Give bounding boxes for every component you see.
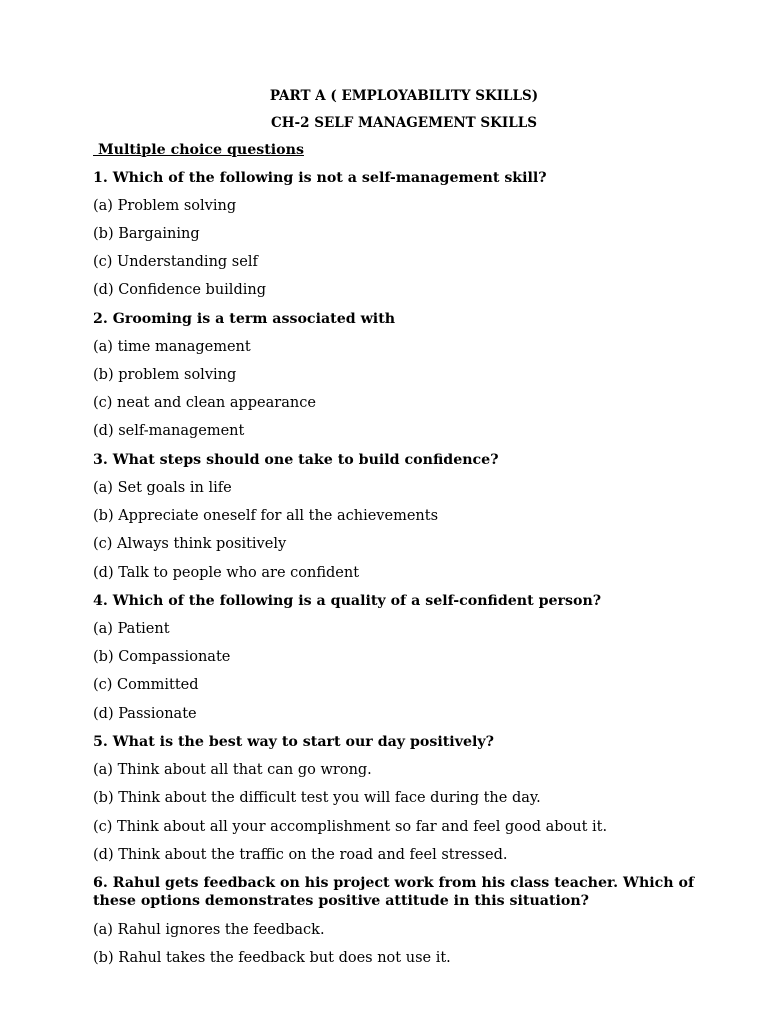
question-5: 5. What is the best way to start our day positively? [93,734,494,750]
question-1-option-d: (d) Confidence building [93,282,266,298]
question-5-option-b: (b) Think about the difficult test you will face during the day. [93,790,541,806]
question-1-option-b: (b) Bargaining [93,226,200,242]
question-1-option-a: (a) Problem solving [93,198,237,214]
question-1-option-c: (c) Understanding self [93,254,258,270]
chapter-title: CH-2 SELF MANAGEMENT SKILLS [271,115,537,131]
question-3: 3. What steps should one take to build confidence? [93,452,499,468]
question-4: 4. Which of the following is a quality of a self-confident person? [93,593,602,609]
question-2-option-d: (d) self-management [93,423,245,439]
question-2-option-a: (a) time management [93,339,251,355]
question-5-option-d: (d) Think about the traffic on the road and feel stressed. [93,847,508,863]
question-1: 1. Which of the following is not a self-management skill? [93,170,547,186]
question-4-option-d: (d) Passionate [93,706,197,722]
question-4-option-c: (c) Committed [93,677,199,693]
question-3-option-d: (d) Talk to people who are confident [93,565,360,581]
question-6-option-a: (a) Rahul ignores the feedback. [93,922,325,938]
question-3-option-a: (a) Set goals in life [93,480,232,496]
question-2: 2. Grooming is a term associated with [93,311,396,327]
question-5-option-c: (c) Think about all your accomplishment so far and feel good about it. [93,819,608,835]
question-3-option-c: (c) Always think positively [93,536,287,552]
question-5-option-a: (a) Think about all that can go wrong. [93,762,372,778]
question-2-option-c: (c) neat and clean appearance [93,395,316,411]
question-3-option-b: (b) Appreciate oneself for all the achievements [93,508,439,524]
section-heading: Multiple choice questions [93,142,304,158]
question-4-option-b: (b) Compassionate [93,649,231,665]
question-2-option-b: (b) problem solving [93,367,237,383]
part-title: PART A ( EMPLOYABILITY SKILLS) [269,88,539,104]
question-6-line-1: 6. Rahul gets feedback on his project work from his class teacher. Which of [93,875,695,891]
question-6-line-2: these options demonstrates positive attitude in this situation? [93,893,589,909]
question-4-option-a: (a) Patient [93,621,170,637]
question-6-option-b: (b) Rahul takes the feedback but does not use it. [93,950,451,966]
